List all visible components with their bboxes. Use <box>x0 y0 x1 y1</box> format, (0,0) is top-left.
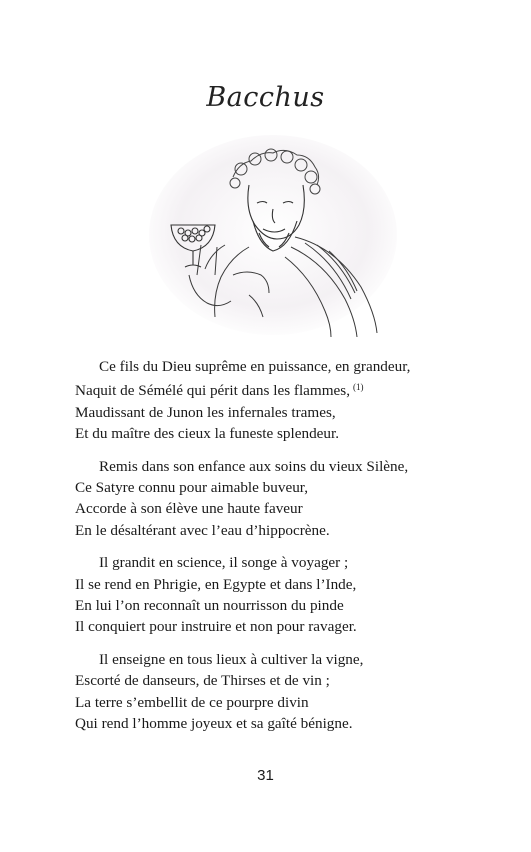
page-title: Bacchus <box>206 82 325 113</box>
poem-line: Il grandit en science, il songe à voyager ; <box>99 554 349 572</box>
poem-line <box>75 377 495 401</box>
stanza <box>75 649 495 734</box>
poem-line: En lui l’on reconnaît un nourrisson du pinde <box>75 596 344 614</box>
poem-line: La terre s’embellit de ce pourpre divin <box>75 693 309 711</box>
poem-line: Accorde à son élève une haute faveur <box>75 500 303 518</box>
poem-line: Remis dans son enfance aux soins du vieux Silène, <box>99 457 409 475</box>
footnote-marker: (1) <box>353 382 364 393</box>
stanza <box>75 456 495 541</box>
poem-line: Il conquiert pour instruire et non pour ravager. <box>75 618 357 636</box>
poem-line: Qui rend l’homme joyeux et sa gaîté bénigne. <box>75 714 353 732</box>
poem-line: Il se rend en Phrigie, en Egypte et dans l’Inde, <box>75 575 357 593</box>
poem-line: Il enseigne en tous lieux à cultiver la vigne, <box>99 651 364 669</box>
stanza <box>75 356 495 444</box>
poem <box>75 356 495 746</box>
poem-line: En le désaltérant avec l’eau d’hippocrène. <box>75 521 330 539</box>
poem-line: Maudissant de Junon les infernales trames, <box>75 403 336 421</box>
poem-line: Et du maître des cieux la funeste splendeur. <box>75 424 340 442</box>
bacchus-illustration <box>145 125 400 340</box>
poem-line: Ce Satyre connu pour aimable buveur, <box>75 478 309 496</box>
stanza <box>75 552 495 637</box>
poem-line-text: Naquit de Sémélé qui périt dans les flammes, <box>75 382 350 400</box>
page-number: 31 <box>257 767 274 784</box>
poem-line: Ce fils du Dieu suprême en puissance, en grandeur, <box>99 358 411 375</box>
poem-line: Escorté de danseurs, de Thirses et de vin ; <box>75 672 330 690</box>
